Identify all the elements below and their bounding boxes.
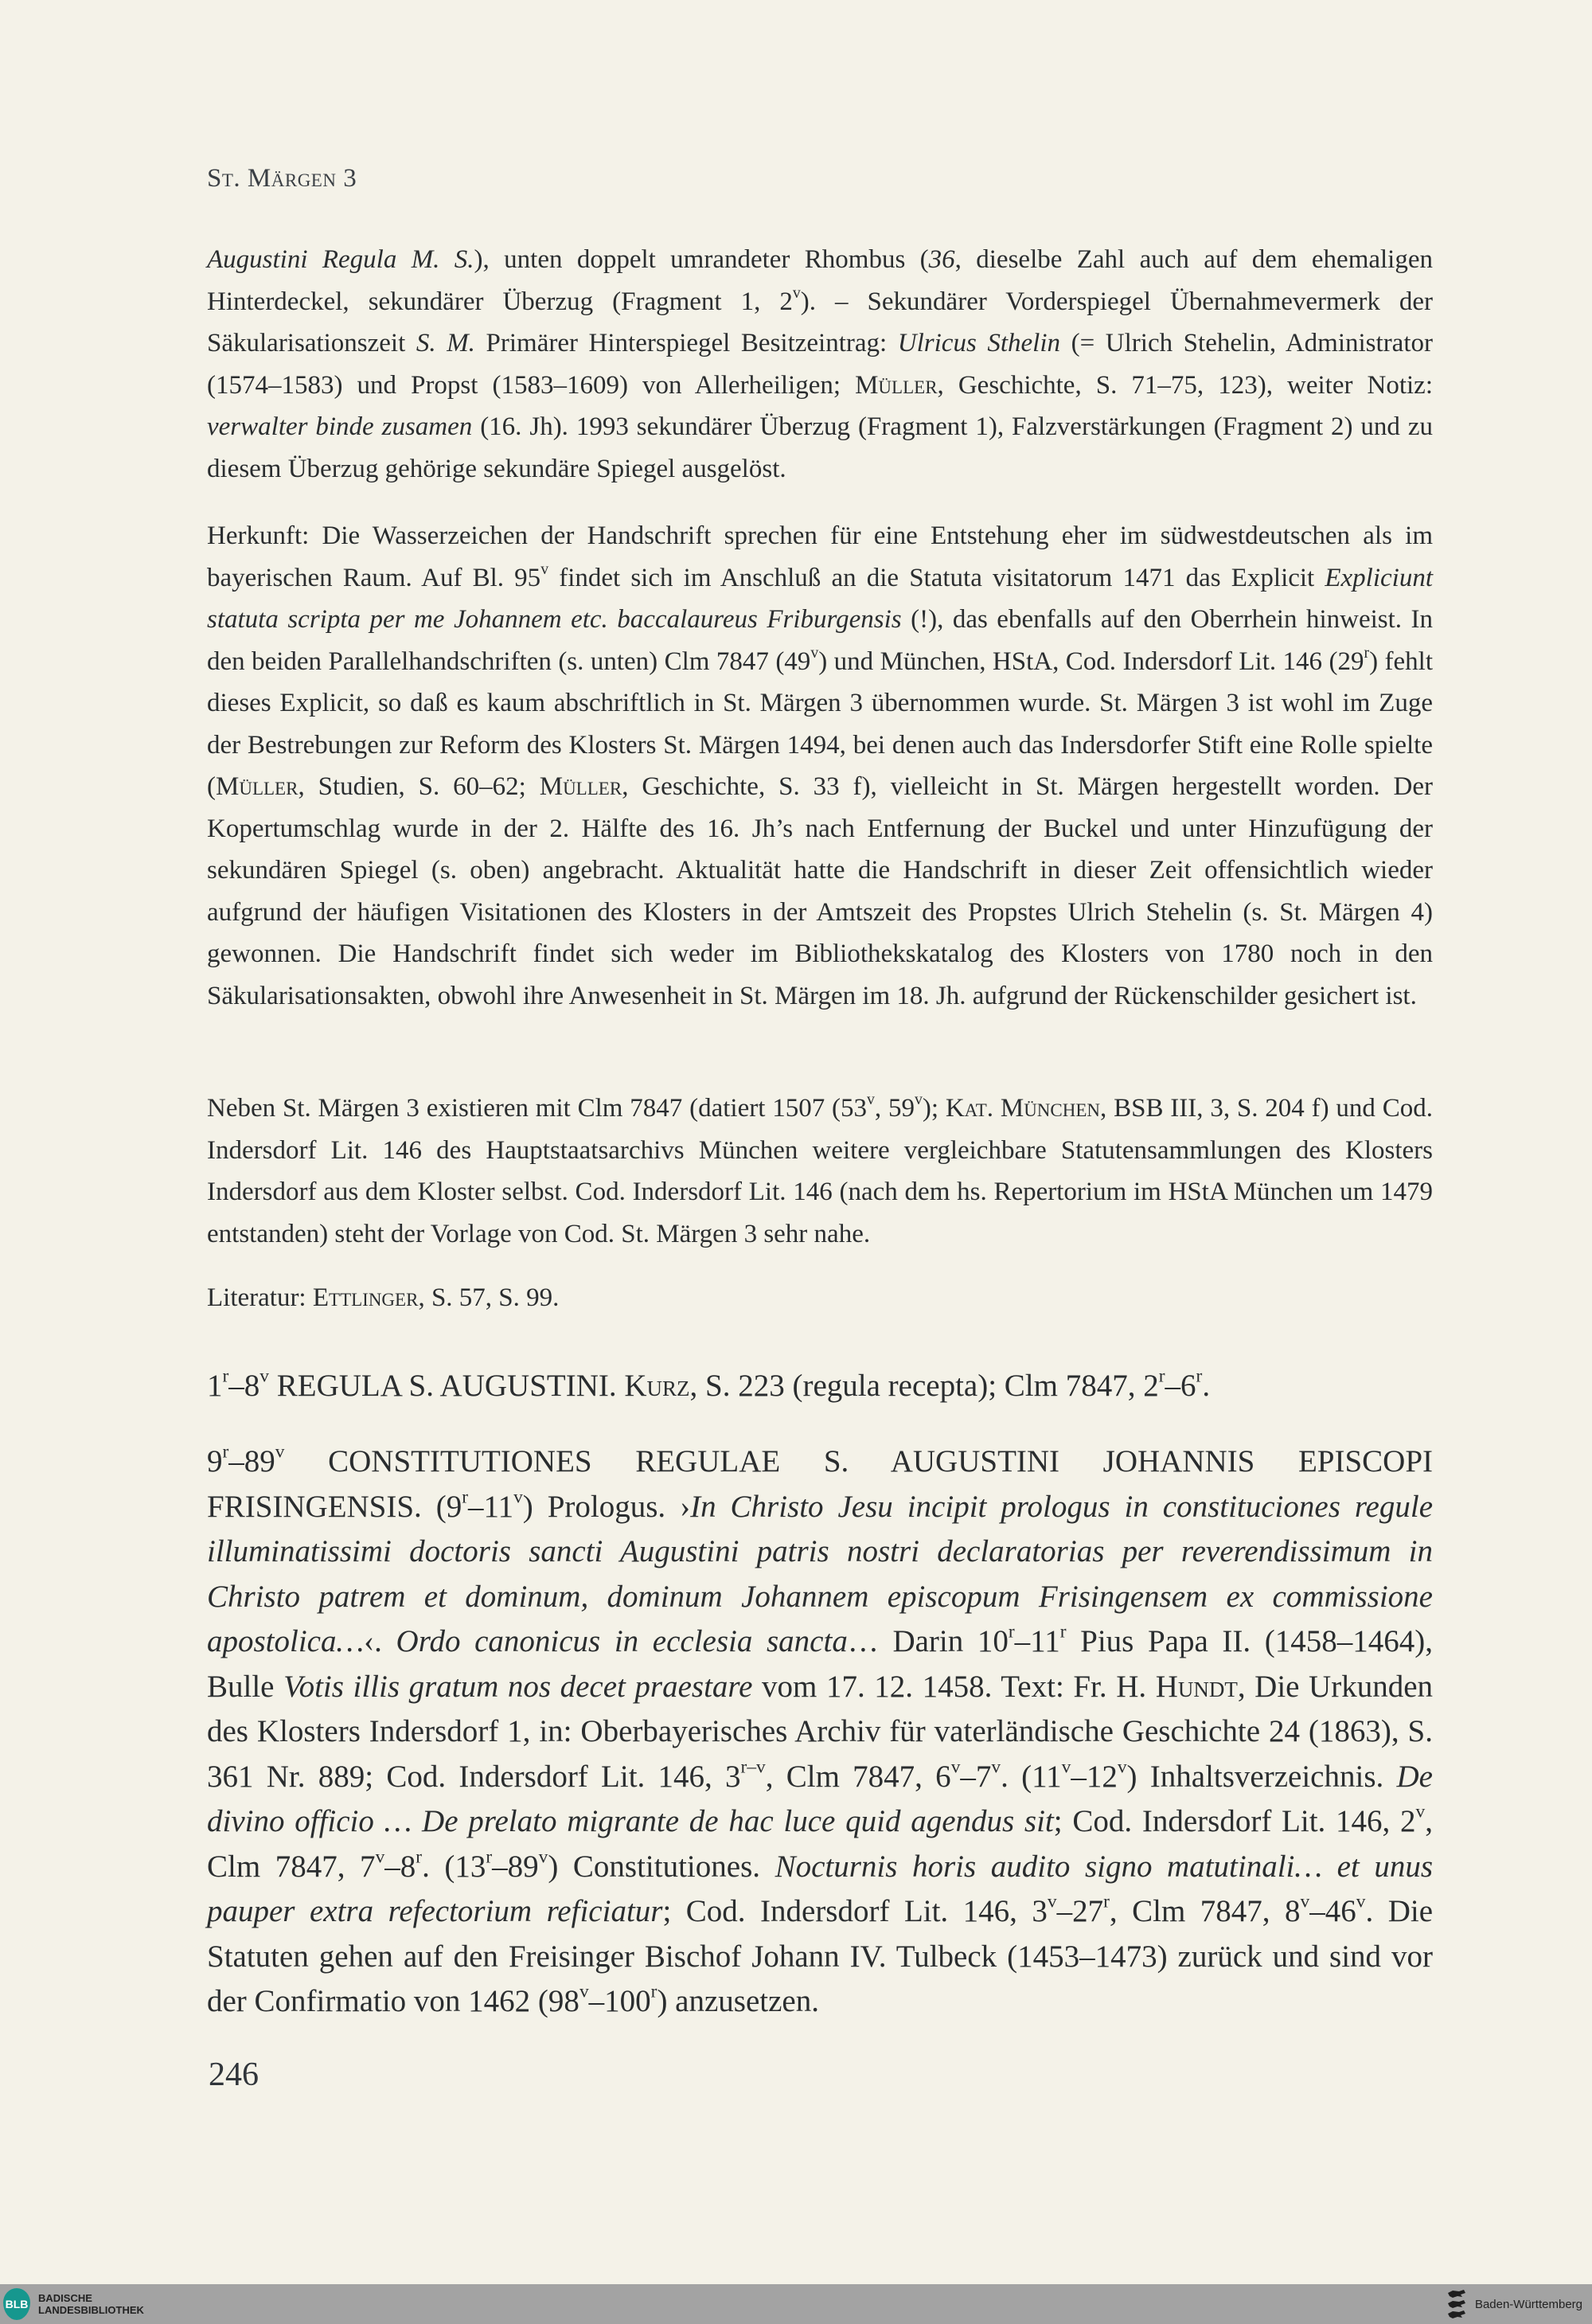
running-head: St. Märgen 3 <box>207 164 357 193</box>
parallel-manuscripts-paragraph: Neben St. Märgen 3 existieren mit Clm 7847 (datiert 1507 (53$^v$, 59$^v$); Kat. München, BSB III, 3, S. 204 f) und Cod. Indersdorf Lit. 146 des Hauptstaatsarchivs München weitere vergleichbare Statutensammlungen des Klosters Indersdorf aus dem Kloster selbst. Cod. Indersdorf Lit. 146 (nach dem hs. Repertorium im HStA München um 1479 entstanden) steht der Vorlage von Cod. St. Märgen 3 sehr nahe. <box>207 1091 1434 1248</box>
content-entry-regula: 1$^r$–8$^v$ REGULA S. AUGUSTINI. Kurz, S. 223 (regula recepta); Clm 7847, 2$^r$–6$^r$. <box>207 1365 1211 1403</box>
three-lions-icon <box>1445 2288 1469 2320</box>
blb-logo-icon[interactable]: BLB <box>3 2288 30 2320</box>
binding-description-paragraph: Augustini Regula M. S.), unten doppelt umrandeter Rhombus (36, dieselbe Zahl auch auf dem ehemaligen Hinterdeckel, sekundärer Überzug (Fragment 1, 2$^v$). – Sekundärer Vorderspiegel Übernahmevermerk der Säkularisationszeit S. M. Primärer Hinterspiegel Besitzeintrag: Ulricus Sthelin (= Ulrich Stehelin, Administrator (1574–1583) und Propst (1583–1609) von Allerheiligen; Müller, Geschichte, S. 71–75, 123), weiter Notiz: verwalter binde zusamen (16. Jh). 1993 sekundärer Überzug (Fragment 1), Falzverstärkungen (Fragment 2) und zu diesem Überzug gehörige sekundäre Spiegel ausgelöst. <box>207 245 1433 483</box>
literature-paragraph: Literatur: Ettlinger, S. 57, S. 99. <box>207 1283 560 1312</box>
content-entry-constitutiones: 9$^r$–89$^v$ CONSTITUTIONES REGULAE S. AUGUSTINI JOHANNIS EPISCOPI FRISINGENSIS. (9$^r$–11$^v$) Prologus. ›In Christo Jesu incipit prologus in constituciones regule illuminatissimi doctoris sancti Augustini patris nostri declaratorias per reverendissimum in Christo patrem et dominum, dominum Johannem episcopum Frisingensem ex commissione apostolica…‹. Ordo canonicus in ecclesia sancta… Darin 10$^r$–11$^r$ Pius Papa II. (1458–1464), Bulle Votis illis gratum nos decet praestare vom 17. 12. 1458. Text: Fr. H. Hundt, Die Urkunden des Klosters Indersdorf 1, in: Oberbayerisches Archiv für vaterländische Geschichte 24 (1863), S. 361 Nr. 889; Cod. Indersdorf Lit. 146, 3$^{r-v}$, Clm 7847, 6$^v$–7$^v$. (11$^v$–12$^v$) Inhaltsverzeichnis. De divino officio … De prelato migrante de hac luce quid agendus sit; Cod. Indersdorf Lit. 146, 2$^v$, Clm 7847, 7$^v$–8$^r$. (13$^r$–89$^v$) Constitutiones. Nocturnis horis audito signo matutinali… et unus pauper extra refectorium reficiatur; Cod. Indersdorf Lit. 146, 3$^v$–27$^r$, Clm 7847, 8$^v$–46$^v$. Die Statuten gehen auf den Freisinger Bischof Johann IV. Tulbeck (1453–1473) zurück und sind vor der Confirmatio von 1462 (98$^v$–100$^r$) anzusetzen. <box>207 1441 1434 2018</box>
state-name: Baden-Württemberg <box>1474 2297 1582 2311</box>
page-number: 246 <box>209 2056 259 2093</box>
footer-bar <box>0 2284 1592 2324</box>
library-name: BADISCHE LANDESBIBLIOTHEK <box>38 2292 144 2316</box>
provenance-paragraph: Herkunft: Die Wasserzeichen der Handschrift sprechen für eine Entstehung eher im südwestdeutschen als im bayerischen Raum. Auf Bl. 95$^v$ findet sich im Anschluß an die Statuta visitatorum 1471 das Explicit Expliciunt statuta scripta per me Johannem etc. baccalaureus Friburgensis (!), das ebenfalls auf den Oberrhein hinweist. In den beiden Parallelhandschriften (s. unten) Clm 7847 (49$^v$) und München, HStA, Cod. Indersdorf Lit. 146 (29$^r$) fehlt dieses Explicit, so daß es kaum abschriftlich in St. Märgen 3 übernommen wurde. St. Märgen 3 ist wohl im Zuge der Bestrebungen zur Reform des Klosters St. Märgen 1494, bei denen auch das Indersdorfer Stift eine Rolle spielte (Müller, Studien, S. 60–62; Müller, Geschichte, S. 33 f), vielleicht in St. Märgen hergestellt worden. Der Kopertumschlag wurde in der 2. Hälfte des 16. Jh’s nach Entfernung der Buckel und unter Hinzufügung der sekundären Spiegel (s. oben) angebracht. Aktualität hatte die Handschrift in dieser Zeit offensichtlich wieder aufgrund der häufigen Visitationen des Klosters in der Amtszeit des Propstes Ulrich Stehelin (s. St. Märgen 4) gewonnen. Die Handschrift findet sich weder im Bibliothekskatalog des Klosters von 1780 noch in den Säkularisationsakten, obwohl ihre Anwesenheit in St. Märgen im 18. Jh. aufgrund der Rückenschilder gesichert ist. <box>207 521 1434 1010</box>
state-logo[interactable] <box>1445 2288 1582 2320</box>
